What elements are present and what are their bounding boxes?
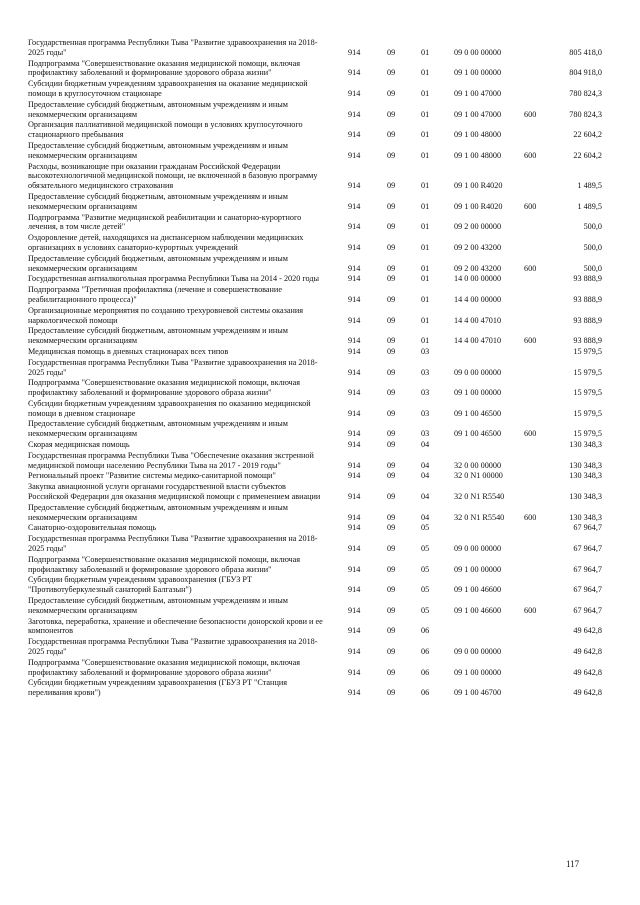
cell-csr: 09 1 00 46600 bbox=[454, 605, 502, 615]
cell-vr: 600 bbox=[524, 336, 537, 346]
cell-sum: 93 888,9 bbox=[573, 336, 602, 346]
table-row bbox=[0, 274, 640, 284]
cell-rz: 09 bbox=[387, 274, 396, 284]
cell-csr: 09 1 00 48000 bbox=[454, 130, 502, 140]
cell-vr: 600 bbox=[524, 150, 537, 160]
table-row bbox=[0, 38, 640, 58]
row-name: Организационные мероприятия по созданию трехуровневой системы оказания наркологической помощи bbox=[28, 305, 304, 325]
cell-ved: 914 bbox=[348, 408, 361, 418]
cell-ved: 914 bbox=[348, 47, 361, 57]
row-name: Предоставление субсидий бюджетным, автономным учреждениям и иным некоммерческим организациям bbox=[28, 326, 288, 346]
cell-rz: 09 bbox=[387, 68, 396, 78]
cell-pr: 01 bbox=[421, 88, 430, 98]
cell-sum: 130 348,3 bbox=[569, 440, 602, 450]
cell-sum: 130 348,3 bbox=[569, 471, 602, 481]
cell-csr: 32 0 N1 R5540 bbox=[454, 512, 505, 522]
table-row bbox=[0, 233, 640, 253]
cell-sum: 15 979,5 bbox=[573, 429, 602, 439]
table-row bbox=[0, 555, 640, 575]
cell-rz: 09 bbox=[387, 88, 396, 98]
cell-sum: 130 348,3 bbox=[569, 492, 602, 502]
cell-rz: 09 bbox=[387, 294, 396, 304]
cell-csr: 09 1 00 47000 bbox=[454, 88, 502, 98]
cell-sum: 93 888,9 bbox=[573, 294, 602, 304]
cell-pr: 01 bbox=[421, 130, 430, 140]
cell-sum: 1 489,5 bbox=[577, 201, 602, 211]
cell-sum: 15 979,5 bbox=[573, 367, 602, 377]
row-name: Субсидии бюджетным учреждениям здравоохранения на оказание медицинской помощи в круглосуточном стационаре bbox=[28, 79, 308, 98]
row-name: Предоставление субсидий бюджетным, автономным учреждениям и иным некоммерческим организациям bbox=[28, 502, 288, 522]
table-row bbox=[0, 637, 640, 657]
table-row bbox=[0, 285, 640, 305]
cell-ved: 914 bbox=[348, 667, 361, 677]
table-row bbox=[0, 503, 640, 523]
table-row bbox=[0, 399, 640, 419]
cell-csr: 09 0 00 00000 bbox=[454, 47, 502, 57]
cell-ved: 914 bbox=[348, 222, 361, 232]
cell-rz: 09 bbox=[387, 263, 396, 273]
row-name: Субсидии бюджетным учреждениям здравоохранения (ГБУЗ РТ "Станция переливания крови") bbox=[28, 678, 287, 698]
cell-sum: 49 642,8 bbox=[573, 626, 602, 636]
cell-csr: 09 1 00 46600 bbox=[454, 585, 502, 595]
cell-rz: 09 bbox=[387, 109, 396, 119]
table-row bbox=[0, 471, 640, 481]
cell-csr: 09 1 00 00000 bbox=[454, 68, 502, 78]
cell-rz: 09 bbox=[387, 222, 396, 232]
cell-rz: 09 bbox=[387, 150, 396, 160]
cell-rz: 09 bbox=[387, 429, 396, 439]
cell-ved: 914 bbox=[348, 242, 361, 252]
cell-csr: 09 1 00 00000 bbox=[454, 667, 502, 677]
cell-pr: 05 bbox=[421, 523, 430, 533]
cell-pr: 04 bbox=[421, 440, 430, 450]
cell-sum: 15 979,5 bbox=[573, 408, 602, 418]
cell-ved: 914 bbox=[348, 130, 361, 140]
cell-pr: 06 bbox=[421, 626, 430, 636]
cell-rz: 09 bbox=[387, 585, 396, 595]
cell-rz: 09 bbox=[387, 408, 396, 418]
cell-sum: 804 918,0 bbox=[569, 68, 602, 78]
row-name: Медицинская помощь в дневных стационарах всех типов bbox=[28, 346, 229, 356]
cell-pr: 04 bbox=[421, 460, 430, 470]
cell-pr: 06 bbox=[421, 688, 430, 698]
cell-rz: 09 bbox=[387, 315, 396, 325]
cell-sum: 22 604,2 bbox=[573, 150, 602, 160]
cell-csr: 14 0 00 00000 bbox=[454, 274, 502, 284]
cell-sum: 67 964,7 bbox=[573, 523, 602, 533]
cell-rz: 09 bbox=[387, 201, 396, 211]
cell-vr: 600 bbox=[524, 605, 537, 615]
table-row bbox=[0, 523, 640, 533]
cell-pr: 04 bbox=[421, 492, 430, 502]
cell-sum: 67 964,7 bbox=[573, 564, 602, 574]
row-name: Предоставление субсидий бюджетным, автономным учреждениям и иным некоммерческим организациям bbox=[28, 596, 288, 615]
cell-ved: 914 bbox=[348, 294, 361, 304]
row-name: Подпрограмма "Совершенствование оказания медицинской помощи, включая профилактику заболеваний и формирование здорового образа жизни" bbox=[28, 58, 301, 78]
cell-rz: 09 bbox=[387, 564, 396, 574]
cell-csr: 09 1 00 46500 bbox=[454, 429, 502, 439]
cell-ved: 914 bbox=[348, 315, 361, 325]
cell-rz: 09 bbox=[387, 388, 396, 398]
cell-ved: 914 bbox=[348, 523, 361, 533]
cell-sum: 780 824,3 bbox=[569, 109, 602, 119]
row-name: Государственная программа Республики Тыва "Развитие здравоохранения на 2018-2025 годы" bbox=[28, 534, 318, 554]
row-name: Расходы, возникающие при оказании гражданам Российской Федерации высокотехнологичной медицинской помощи, не включенной в базовую программу обязательного медицинского страхования bbox=[28, 161, 318, 191]
cell-csr: 14 4 00 47010 bbox=[454, 315, 502, 325]
cell-pr: 05 bbox=[421, 585, 430, 595]
cell-pr: 03 bbox=[421, 367, 430, 377]
cell-pr: 05 bbox=[421, 605, 430, 615]
cell-ved: 914 bbox=[348, 150, 361, 160]
cell-ved: 914 bbox=[348, 647, 361, 657]
row-name: Подпрограмма "Совершенствование оказания медицинской помощи, включая профилактику заболеваний и формирование здорового образа жизни" bbox=[28, 378, 301, 398]
cell-ved: 914 bbox=[348, 512, 361, 522]
cell-pr: 04 bbox=[421, 512, 430, 522]
table-row bbox=[0, 678, 640, 698]
cell-pr: 01 bbox=[421, 181, 430, 191]
cell-rz: 09 bbox=[387, 471, 396, 481]
cell-sum: 49 642,8 bbox=[573, 688, 602, 698]
row-name: Подпрограмма "Совершенствование оказания медицинской помощи, включая профилактику заболеваний и формирование здорового образа жизни" bbox=[28, 554, 301, 574]
table-row bbox=[0, 596, 640, 616]
row-name: Оздоровление детей, находящихся на диспансерном наблюдении медицинских организациях в условиях санаторно-курортных учреждений bbox=[28, 233, 304, 252]
row-name: Субсидии бюджетным учреждениям здравоохранения (ГБУЗ РТ "Противотуберкулезный санаторий Балгазын") bbox=[28, 575, 253, 595]
cell-sum: 22 604,2 bbox=[573, 130, 602, 140]
cell-pr: 01 bbox=[421, 201, 430, 211]
table-row bbox=[0, 162, 640, 191]
cell-pr: 03 bbox=[421, 346, 430, 356]
cell-csr: 09 1 00 47000 bbox=[454, 109, 502, 119]
table-row bbox=[0, 617, 640, 637]
cell-rz: 09 bbox=[387, 367, 396, 377]
cell-csr: 09 0 00 00000 bbox=[454, 544, 502, 554]
cell-csr: 32 0 N1 00000 bbox=[454, 471, 503, 481]
row-name: Заготовка, переработка, хранение и обеспечение безопасности донорской крови и ее компонентов bbox=[28, 616, 323, 636]
cell-csr: 09 2 00 43200 bbox=[454, 263, 502, 273]
cell-rz: 09 bbox=[387, 523, 396, 533]
row-name: Подпрограмма "Развитие медицинской реабилитации и санаторно-курортного лечения, в том числе детей" bbox=[28, 212, 302, 232]
cell-rz: 09 bbox=[387, 667, 396, 677]
cell-sum: 130 348,3 bbox=[569, 460, 602, 470]
cell-csr: 09 1 00 00000 bbox=[454, 564, 502, 574]
row-name: Субсидии бюджетным учреждениям здравоохранения по оказанию медицинской помощи в дневном стационаре bbox=[28, 398, 311, 418]
row-name: Государственная антиалкогольная программа Республики Тыва на 2014 - 2020 годы bbox=[28, 274, 320, 284]
cell-ved: 914 bbox=[348, 460, 361, 470]
table-row bbox=[0, 575, 640, 595]
cell-csr: 09 1 00 48000 bbox=[454, 150, 502, 160]
table-row bbox=[0, 440, 640, 450]
cell-pr: 01 bbox=[421, 242, 430, 252]
cell-pr: 01 bbox=[421, 68, 430, 78]
page-number: 117 bbox=[566, 859, 580, 869]
cell-pr: 01 bbox=[421, 109, 430, 119]
cell-ved: 914 bbox=[348, 471, 361, 481]
table-row bbox=[0, 534, 640, 554]
table-row bbox=[0, 482, 640, 502]
table-row bbox=[0, 326, 640, 346]
cell-pr: 03 bbox=[421, 429, 430, 439]
cell-ved: 914 bbox=[348, 388, 361, 398]
cell-rz: 09 bbox=[387, 460, 396, 470]
row-name: Предоставление субсидий бюджетным, автономным учреждениям и иным некоммерческим организациям bbox=[28, 253, 288, 273]
cell-csr: 09 0 00 00000 bbox=[454, 647, 502, 657]
cell-rz: 09 bbox=[387, 626, 396, 636]
cell-vr: 600 bbox=[524, 201, 537, 211]
cell-ved: 914 bbox=[348, 263, 361, 273]
cell-pr: 01 bbox=[421, 47, 430, 57]
cell-csr: 09 2 00 00000 bbox=[454, 222, 502, 232]
table-row bbox=[0, 451, 640, 471]
cell-pr: 06 bbox=[421, 667, 430, 677]
row-name: Государственная программа Республики Тыва "Развитие здравоохранения на 2018-2025 годы" bbox=[28, 38, 318, 57]
cell-pr: 01 bbox=[421, 315, 430, 325]
cell-csr: 09 1 00 00000 bbox=[454, 388, 502, 398]
cell-csr: 14 4 00 00000 bbox=[454, 294, 502, 304]
table-row bbox=[0, 347, 640, 357]
cell-sum: 500,0 bbox=[583, 263, 602, 273]
cell-csr: 09 1 00 46700 bbox=[454, 688, 502, 698]
cell-ved: 914 bbox=[348, 440, 361, 450]
table-row bbox=[0, 59, 640, 79]
cell-csr: 09 0 00 00000 bbox=[454, 367, 502, 377]
cell-ved: 914 bbox=[348, 68, 361, 78]
row-name: Предоставление субсидий бюджетным, автономным учреждениям и иным некоммерческим организациям bbox=[28, 191, 288, 211]
cell-rz: 09 bbox=[387, 130, 396, 140]
cell-sum: 67 964,7 bbox=[573, 605, 602, 615]
cell-rz: 09 bbox=[387, 688, 396, 698]
cell-sum: 780 824,3 bbox=[569, 88, 602, 98]
row-name: Закупка авиационной услуги органами государственной власти субъектов Российской Федерации для оказания медицинской помощи с применением авиации bbox=[28, 482, 321, 502]
table-row bbox=[0, 100, 640, 120]
row-name: Организация паллиативной медицинской помощи в условиях круглосуточного стационарного пребывания bbox=[28, 120, 303, 140]
cell-pr: 01 bbox=[421, 274, 430, 284]
row-name: Подпрограмма "Третичная профилактика (лечение и совершенствование реабилитационного процесса)" bbox=[28, 285, 282, 304]
cell-ved: 914 bbox=[348, 181, 361, 191]
cell-sum: 49 642,8 bbox=[573, 647, 602, 657]
table-row bbox=[0, 192, 640, 212]
cell-pr: 03 bbox=[421, 388, 430, 398]
cell-csr: 32 0 00 00000 bbox=[454, 460, 502, 470]
cell-sum: 15 979,5 bbox=[573, 346, 602, 356]
cell-ved: 914 bbox=[348, 429, 361, 439]
cell-rz: 09 bbox=[387, 544, 396, 554]
cell-ved: 914 bbox=[348, 88, 361, 98]
table-row bbox=[0, 213, 640, 233]
cell-sum: 93 888,9 bbox=[573, 274, 602, 284]
cell-ved: 914 bbox=[348, 367, 361, 377]
cell-rz: 09 bbox=[387, 336, 396, 346]
row-name: Предоставление субсидий бюджетным, автономным учреждениям и иным некоммерческим организациям bbox=[28, 140, 288, 160]
row-name: Подпрограмма "Совершенствование оказания медицинской помощи, включая профилактику заболеваний и формирование здорового образа жизни" bbox=[28, 657, 301, 677]
cell-ved: 914 bbox=[348, 688, 361, 698]
cell-vr: 600 bbox=[524, 512, 537, 522]
cell-vr: 600 bbox=[524, 263, 537, 273]
cell-rz: 09 bbox=[387, 492, 396, 502]
cell-rz: 09 bbox=[387, 346, 396, 356]
cell-ved: 914 bbox=[348, 346, 361, 356]
cell-sum: 805 418,0 bbox=[569, 47, 602, 57]
cell-ved: 914 bbox=[348, 585, 361, 595]
row-name: Государственная программа Республики Тыва "Обеспечение оказания экстренной медицинской помощи населению Республики Тыва на 2017 - 2019 годы" bbox=[28, 450, 314, 470]
cell-ved: 914 bbox=[348, 544, 361, 554]
cell-pr: 01 bbox=[421, 336, 430, 346]
table-row bbox=[0, 79, 640, 99]
cell-pr: 01 bbox=[421, 222, 430, 232]
table-row bbox=[0, 254, 640, 274]
cell-sum: 93 888,9 bbox=[573, 315, 602, 325]
cell-rz: 09 bbox=[387, 647, 396, 657]
cell-pr: 05 bbox=[421, 564, 430, 574]
cell-sum: 15 979,5 bbox=[573, 388, 602, 398]
budget-table bbox=[0, 38, 640, 698]
cell-ved: 914 bbox=[348, 109, 361, 119]
row-name: Скорая медицинская помощь bbox=[28, 440, 130, 450]
cell-sum: 49 642,8 bbox=[573, 667, 602, 677]
cell-sum: 67 964,7 bbox=[573, 585, 602, 595]
cell-sum: 67 964,7 bbox=[573, 544, 602, 554]
cell-csr: 09 1 00 R4020 bbox=[454, 201, 503, 211]
cell-ved: 914 bbox=[348, 201, 361, 211]
cell-csr: 32 0 N1 R5540 bbox=[454, 492, 505, 502]
cell-ved: 914 bbox=[348, 336, 361, 346]
cell-pr: 04 bbox=[421, 471, 430, 481]
cell-sum: 500,0 bbox=[583, 222, 602, 232]
cell-sum: 500,0 bbox=[583, 242, 602, 252]
cell-csr: 14 4 00 47010 bbox=[454, 336, 502, 346]
row-name: Предоставление субсидий бюджетным, автономным учреждениям и иным некоммерческим организациям bbox=[28, 419, 288, 439]
cell-rz: 09 bbox=[387, 605, 396, 615]
cell-sum: 1 489,5 bbox=[577, 181, 602, 191]
row-name: Региональный проект "Развитие системы медико-санитарной помощи" bbox=[28, 471, 276, 481]
cell-csr: 09 2 00 43200 bbox=[454, 242, 502, 252]
cell-sum: 130 348,3 bbox=[569, 512, 602, 522]
cell-ved: 914 bbox=[348, 605, 361, 615]
table-row bbox=[0, 120, 640, 140]
cell-ved: 914 bbox=[348, 492, 361, 502]
cell-ved: 914 bbox=[348, 626, 361, 636]
cell-vr: 600 bbox=[524, 109, 537, 119]
cell-ved: 914 bbox=[348, 274, 361, 284]
row-name: Санаторно-оздоровительная помощь bbox=[28, 523, 157, 533]
cell-rz: 09 bbox=[387, 181, 396, 191]
cell-pr: 01 bbox=[421, 294, 430, 304]
cell-ved: 914 bbox=[348, 564, 361, 574]
cell-rz: 09 bbox=[387, 47, 396, 57]
row-name: Предоставление субсидий бюджетным, автономным учреждениям и иным некоммерческим организациям bbox=[28, 99, 288, 119]
table-row bbox=[0, 141, 640, 161]
cell-csr: 09 1 00 R4020 bbox=[454, 181, 503, 191]
row-name: Государственная программа Республики Тыва "Развитие здравоохранения на 2018-2025 годы" bbox=[28, 357, 318, 377]
cell-rz: 09 bbox=[387, 440, 396, 450]
cell-pr: 01 bbox=[421, 263, 430, 273]
table-row bbox=[0, 419, 640, 439]
cell-pr: 05 bbox=[421, 544, 430, 554]
row-name: Государственная программа Республики Тыва "Развитие здравоохранения на 2018-2025 годы" bbox=[28, 637, 318, 657]
cell-pr: 06 bbox=[421, 647, 430, 657]
cell-pr: 03 bbox=[421, 408, 430, 418]
table-row bbox=[0, 358, 640, 378]
cell-csr: 09 1 00 46500 bbox=[454, 408, 502, 418]
cell-rz: 09 bbox=[387, 512, 396, 522]
cell-pr: 01 bbox=[421, 150, 430, 160]
table-row bbox=[0, 658, 640, 678]
cell-rz: 09 bbox=[387, 242, 396, 252]
table-row bbox=[0, 306, 640, 326]
cell-vr: 600 bbox=[524, 429, 537, 439]
table-row bbox=[0, 378, 640, 398]
